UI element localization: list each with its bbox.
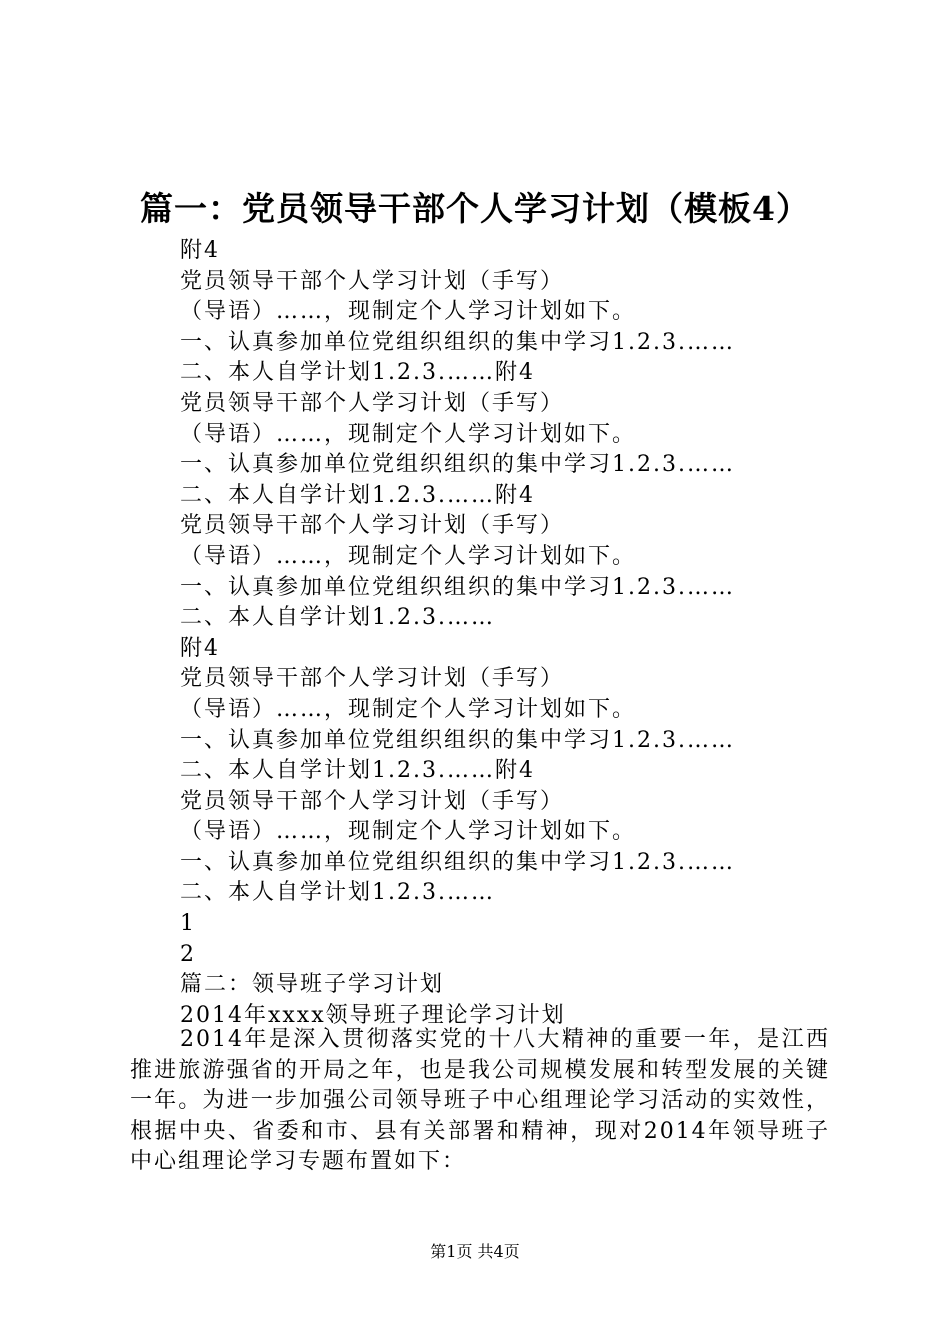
- text-line: 二、本人自学计划1.2.3.……: [180, 605, 495, 631]
- text-line: 一、认真参加单位党组织组织的集中学习1.2.3.……: [180, 849, 735, 875]
- text-line: 党员领导干部个人学习计划（手写）: [180, 390, 565, 416]
- paragraph-text: 2014年是深入贯彻落实党的十八大精神的重要一年，是江西推进旅游强省的开局之年，也是我公司规模发展和转型发展的关键一年。为进一步加强公司领导班子中心组理论学习活动的实效性，根据中央、省委和市、县有关部署和精神，现对2014年领导班子中心组理论学习专题布置如下：: [130, 1027, 830, 1175]
- text-line: 一、认真参加单位党组织组织的集中学习1.2.3.……: [180, 727, 735, 753]
- text-line: 2: [180, 941, 196, 967]
- text-line: （导语）……，现制定个人学习计划如下。: [180, 299, 637, 325]
- text-line: 1: [180, 911, 196, 937]
- text-line: 二、本人自学计划1.2.3.……附4: [180, 758, 535, 784]
- text-line: 二、本人自学计划1.2.3.……: [180, 880, 495, 906]
- text-line: 二、本人自学计划1.2.3.……附4: [180, 360, 535, 386]
- text-line: 附4: [180, 635, 220, 661]
- text-line: 党员领导干部个人学习计划（手写）: [180, 666, 565, 692]
- text-line: 一、认真参加单位党组织组织的集中学习1.2.3.……: [180, 574, 735, 600]
- text-line: （导语）……，现制定个人学习计划如下。: [180, 543, 637, 569]
- text-line: （导语）……，现制定个人学习计划如下。: [180, 819, 637, 845]
- text-line: （导语）……，现制定个人学习计划如下。: [180, 421, 637, 447]
- text-line: （导语）……，现制定个人学习计划如下。: [180, 696, 637, 722]
- page-footer: 第1页 共4页: [430, 1242, 520, 1261]
- text-line: 篇二：领导班子学习计划: [180, 972, 445, 998]
- text-line: 二、本人自学计划1.2.3.……附4: [180, 482, 535, 508]
- text-line: 党员领导干部个人学习计划（手写）: [180, 513, 565, 539]
- text-line: 一、认真参加单位党组织组织的集中学习1.2.3.……: [180, 452, 735, 478]
- document-lines: [180, 236, 820, 1031]
- body-paragraph: [130, 1025, 830, 1178]
- text-line: 2014年xxxx领导班子理论学习计划: [180, 1002, 566, 1028]
- text-line: 附4: [180, 238, 220, 263]
- text-line: 党员领导干部个人学习计划（手写）: [180, 788, 565, 814]
- text-line: 党员领导干部个人学习计划（手写）: [180, 268, 565, 294]
- text-line: 一、认真参加单位党组织组织的集中学习1.2.3.……: [180, 329, 735, 355]
- document-title: 篇一：党员领导干部个人学习计划（模板4）: [140, 189, 810, 228]
